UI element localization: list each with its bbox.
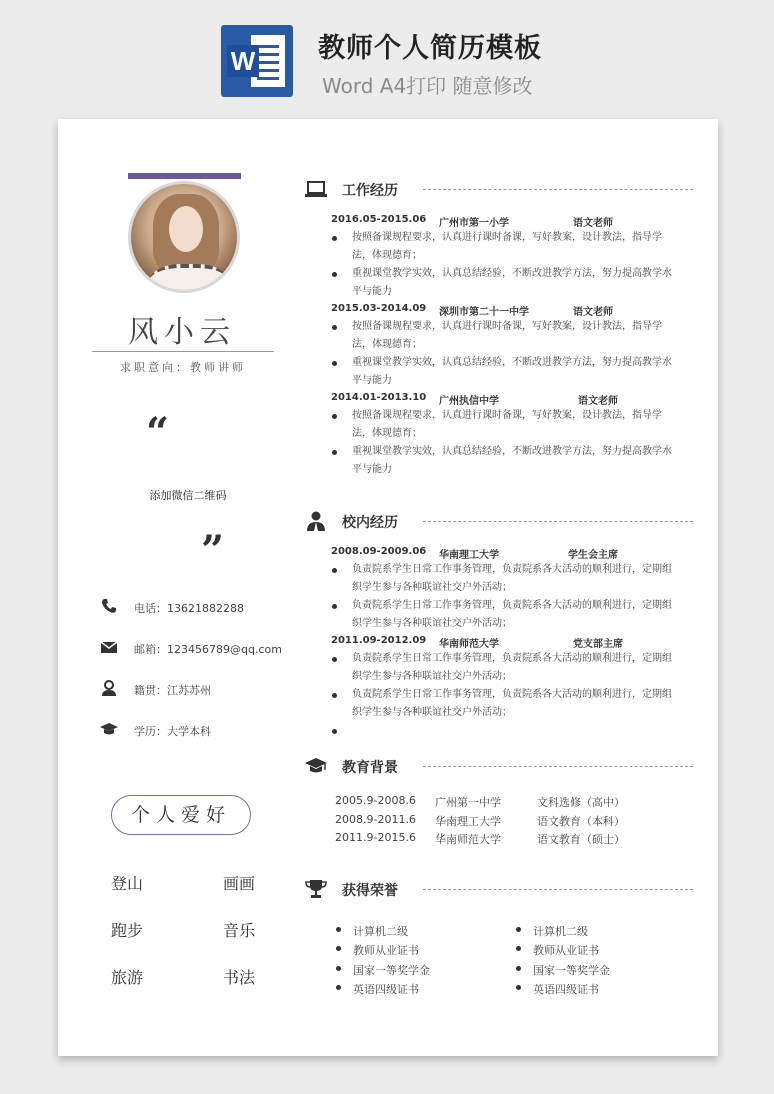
edu-school: 华南师范大学 — [435, 833, 501, 846]
avatar — [128, 181, 240, 293]
list-item: 按照备课规程要求，认真进行课时备课，写好教案，设计教法，指导学法，体现德育； — [331, 318, 671, 354]
list-item: 英语四级证书 — [353, 981, 419, 997]
mail-icon — [100, 639, 118, 655]
edu-period: 2011.9-2015.6 — [335, 831, 416, 844]
word-logo-icon: W — [221, 25, 293, 97]
graduation-cap-icon — [100, 721, 118, 737]
banner-title: 教师个人简历模板 — [318, 33, 542, 64]
trophy-icon — [305, 879, 327, 899]
list-item: 负责院系学生日常工作事务管理，负责院系各大活动的顺利进行，定期组织学生参与各种联谊社交户外活动； — [331, 597, 671, 633]
left-column: 风小云 求职意向：教师讲师 “ 添加微信二维码 ” 电话：13621882288 邮箱：123456789@qq.com 籍贯：江苏苏州 学历：大学本科 个人爱好 登山 画画 跑步 音乐 旅游 书法 — [58, 119, 298, 1056]
list-item: 英语四级证书 — [533, 981, 599, 997]
person-icon — [305, 511, 327, 531]
divider — [92, 351, 274, 352]
list-item: 重视课堂教学实效，认真总结经验，不断改进教学方法，努力提高教学水平与能力 — [331, 443, 671, 479]
hobby-item: 书法 — [223, 968, 256, 987]
accent-bar — [128, 173, 241, 179]
phone-icon — [100, 598, 118, 614]
graduation-cap-icon — [305, 756, 327, 776]
list-item: 按照备课规程要求，认真进行课时备课，写好教案，设计教法，指导学法，体现德育； — [331, 407, 671, 443]
close-quote-icon: ” — [201, 527, 225, 574]
banner — [0, 0, 774, 112]
wechat-qr-placeholder: 添加微信二维码 — [149, 489, 227, 502]
resume-page: 风小云 求职意向：教师讲师 “ 添加微信二维码 ” 电话：13621882288 邮箱：123456789@qq.com 籍贯：江苏苏州 学历：大学本科 个人爱好 登山 画画 跑步 音乐 旅游 书法 工作经历 2016.05-2015.06 广州市第一小学 语文老师 按照备课规程要求，认真进行课时备课，写好教案，设计教法，指导学法，体现德育； 重视课堂教学实效，认真总结经验，不断改进教学方法，努力提高教学水平与能力 2015.03-2014.09 深圳市第二十一中学 语文老师 按照备课规程要求，认真进行课时备课，写好教案，设计教法，指导学法，体现德育； 重视课堂教学实效，认真总结经验，不断改进教学方法，努力提高教学水平与能力 2014.01-2013.10 广州执信中学 语文老师 按照备课规程要求，认真进行课时备课，写好教案，设计教法，指导学法，体现德育； 重视课堂教学实效，认真总结经验，不断改进教学方法，努力提高教学水平与能力 校内经历 2008.09-2009.06 华南理工大学 学生会主席 负责院系学生日常工作事务管理，负责院系各大活动的顺利进行，定期组织学生参与各种联谊社交户外活动； 负责院系学生日常工作事务管理，负责院系各大活动的顺利进行，定期组织学生参与各种联谊社交户外活动； 2011.09-2012.09 华南师范大学 党支部主席 负责院系学生日常工作事务管理，负责院系各大活动的顺利进行，定期组织学生参与各种联谊社交户外活动； 负责院系学生日常工作事务管理，负责院系各大活动的顺利进行，定期组织学生参与各种联谊社交户外活动； 教育背景 2005.9-2008.6 广州第一中学 文科选修（高中） 2008.9-2011.6 华南理工大学 语文教育（本科） 2011.9-2015.6 华南师范大学 语文教育（硕士） 获得荣誉 计算机二级 教师从业证书 国家一等奖学金 英语四级证书 计算机二级 教师从业证书 国家一等奖学金 英语四级证书 — [58, 119, 718, 1056]
hobby-item: 画画 — [223, 874, 256, 893]
list-item: 计算机二级 — [353, 923, 408, 939]
list-item: 负责院系学生日常工作事务管理，负责院系各大活动的顺利进行，定期组织学生参与各种联谊社交户外活动； — [331, 561, 671, 597]
list-item: 重视课堂教学实效，认真总结经验，不断改进教学方法，努力提高教学水平与能力 — [331, 265, 671, 301]
edu-major: 语文教育（本科） — [537, 815, 625, 828]
edu-major: 语文教育（硕士） — [537, 833, 625, 846]
edu-school: 广州第一中学 — [435, 796, 501, 809]
banner-subtitle: Word A4打印 随意修改 — [322, 74, 533, 98]
list-item — [331, 722, 671, 740]
hobbies-title: 个人爱好 — [111, 795, 251, 835]
candidate-name: 风小云 — [128, 315, 236, 350]
section-honors: 获得荣誉 — [305, 879, 693, 901]
list-item: 重视课堂教学实效，认真总结经验，不断改进教学方法，努力提高教学水平与能力 — [331, 354, 671, 390]
list-item: 负责院系学生日常工作事务管理，负责院系各大活动的顺利进行，定期组织学生参与各种联谊社交户外活动； — [331, 686, 671, 722]
list-item: 国家一等奖学金 — [533, 962, 610, 978]
hobby-item: 音乐 — [223, 921, 256, 940]
person-icon — [100, 680, 118, 696]
list-item: 教师从业证书 — [353, 942, 419, 958]
edu-period: 2008.9-2011.6 — [335, 813, 416, 826]
edu-school: 华南理工大学 — [435, 815, 501, 828]
section-work: 工作经历 — [305, 179, 693, 201]
list-item: 计算机二级 — [533, 923, 588, 939]
hobby-item: 跑步 — [111, 921, 144, 940]
laptop-icon — [305, 179, 327, 199]
list-item: 国家一等奖学金 — [353, 962, 430, 978]
list-item: 教师从业证书 — [533, 942, 599, 958]
open-quote-icon: “ — [146, 409, 170, 456]
list-item: 按照备课规程要求，认真进行课时备课，写好教案，设计教法，指导学法，体现德育； — [331, 229, 671, 265]
job-objective: 求职意向：教师讲师 — [120, 361, 246, 374]
edu-period: 2005.9-2008.6 — [335, 794, 416, 807]
edu-major: 文科选修（高中） — [537, 796, 625, 809]
list-item: 负责院系学生日常工作事务管理，负责院系各大活动的顺利进行，定期组织学生参与各种联谊社交户外活动； — [331, 650, 671, 686]
hobby-item: 旅游 — [111, 968, 144, 987]
hobby-item: 登山 — [111, 874, 144, 893]
section-education: 教育背景 — [305, 756, 693, 778]
section-campus: 校内经历 — [305, 511, 693, 533]
